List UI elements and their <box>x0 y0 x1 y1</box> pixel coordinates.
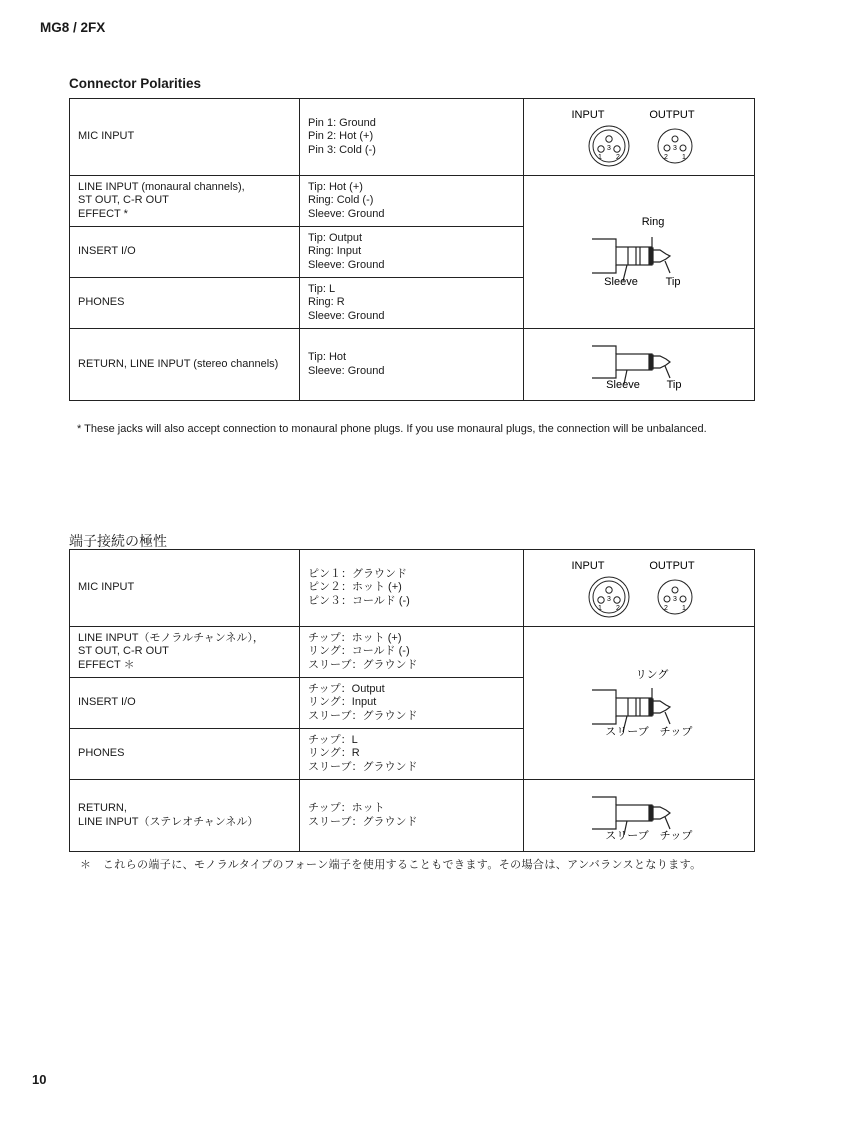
svg-text:2: 2 <box>616 604 620 612</box>
row-desc: Tip: L Ring: R Sleeve: Ground <box>300 278 524 329</box>
svg-text:2: 2 <box>616 153 620 161</box>
svg-text:1: 1 <box>682 153 686 161</box>
xlr-diagram-cell <box>524 99 755 176</box>
page-number: 10 <box>32 1072 47 1087</box>
svg-text:OUTPUT: OUTPUT <box>649 108 695 121</box>
document-header: MG8 / 2FX <box>40 20 106 35</box>
row-label: INSERT I/O <box>70 227 300 278</box>
xlr-diagram-cell <box>524 550 755 627</box>
row-desc: チップ：ホット (+) リング：コールド (-) スリーブ：グラウンド <box>300 627 524 678</box>
svg-text:1: 1 <box>682 604 686 612</box>
table-row <box>70 780 755 852</box>
xlr-female-input-icon <box>589 577 629 617</box>
row-desc: ピン１：グラウンド ピン２：ホット (+) ピン３：コールド (-) <box>300 550 524 627</box>
row-label: PHONES <box>70 729 300 780</box>
trs-plug-diagram <box>524 177 756 327</box>
row-label: RETURN, LINE INPUT（ステレオチャンネル） <box>70 780 300 852</box>
xlr-male-output-icon <box>658 129 692 163</box>
svg-text:リング: リング <box>635 669 669 681</box>
row-desc: Tip: Output Ring: Input Sleeve: Ground <box>300 227 524 278</box>
ts-plug-diagram <box>524 330 756 400</box>
row-label: INSERT I/O <box>70 678 300 729</box>
xlr-male-output-icon <box>658 580 692 614</box>
footnote-en: * These jacks will also accept connection to monaural phone plugs. If you use monaural plugs, the connection will be unbalanced. <box>77 423 707 435</box>
row-label: MIC INPUT <box>70 99 300 176</box>
trs-plug-diagram <box>524 628 756 778</box>
row-label: PHONES <box>70 278 300 329</box>
table-row <box>70 627 755 678</box>
svg-text:Tip: Tip <box>665 276 681 288</box>
svg-text:INPUT: INPUT <box>571 559 605 572</box>
ts-diagram-cell <box>524 780 755 852</box>
svg-text:スリーブ: スリーブ <box>605 726 649 738</box>
svg-text:Ring: Ring <box>641 216 665 228</box>
row-label: RETURN, LINE INPUT (stereo channels) <box>70 329 300 401</box>
connector-table-jp <box>69 549 755 852</box>
svg-text:チップ: チップ <box>659 829 693 842</box>
row-desc: チップ：ホット スリーブ：グラウンド <box>300 780 524 852</box>
row-label: LINE INPUT（モノラルチャンネル）， ST OUT, C-R OUT EFFECT ＊ <box>70 627 300 678</box>
svg-text:1: 1 <box>598 604 602 612</box>
svg-text:チップ: チップ <box>659 726 693 738</box>
table-row <box>70 550 755 627</box>
table-row <box>70 329 755 401</box>
row-desc: Pin 1: Ground Pin 2: Hot (+) Pin 3: Cold (-) <box>300 99 524 176</box>
section-title-en: Connector Polarities <box>69 76 202 91</box>
svg-text:Sleeve: Sleeve <box>606 378 640 391</box>
row-desc: チップ：Output リング：Input スリーブ：グラウンド <box>300 678 524 729</box>
svg-text:3: 3 <box>607 595 611 603</box>
row-desc: Tip: Hot (+) Ring: Cold (-) Sleeve: Ground <box>300 176 524 227</box>
svg-text:Sleeve: Sleeve <box>604 276 638 288</box>
trs-plug-icon <box>592 237 670 281</box>
svg-text:3: 3 <box>673 595 677 603</box>
xlr-connector-diagram <box>524 551 756 626</box>
ts-plug-diagram <box>524 781 756 851</box>
svg-text:OUTPUT: OUTPUT <box>649 559 695 572</box>
svg-text:3: 3 <box>607 144 611 152</box>
xlr-female-input-icon <box>589 126 629 166</box>
xlr-connector-diagram <box>524 100 756 175</box>
connector-table-en <box>69 98 755 401</box>
row-label: MIC INPUT <box>70 550 300 627</box>
table-row <box>70 176 755 227</box>
trs-diagram-cell <box>524 176 755 329</box>
svg-text:INPUT: INPUT <box>571 108 605 121</box>
ts-diagram-cell <box>524 329 755 401</box>
svg-text:スリーブ: スリーブ <box>605 829 649 842</box>
svg-text:Tip: Tip <box>666 378 682 391</box>
row-label: LINE INPUT (monaural channels), ST OUT, C-R OUT EFFECT * <box>70 176 300 227</box>
svg-text:3: 3 <box>673 144 677 152</box>
row-desc: Tip: Hot Sleeve: Ground <box>300 329 524 401</box>
svg-text:2: 2 <box>664 153 668 161</box>
section-title-jp: 端子接続の極性 <box>69 533 167 549</box>
svg-text:2: 2 <box>664 604 668 612</box>
table-row <box>70 99 755 176</box>
svg-text:1: 1 <box>598 153 602 161</box>
row-desc: チップ：L リング：R スリーブ：グラウンド <box>300 729 524 780</box>
footnote-jp: ＊ これらの端子に、モノラルタイプのフォーン端子を使用することもできます。その場合は、アンバランスとなります。 <box>80 859 702 871</box>
trs-diagram-cell <box>524 627 755 780</box>
